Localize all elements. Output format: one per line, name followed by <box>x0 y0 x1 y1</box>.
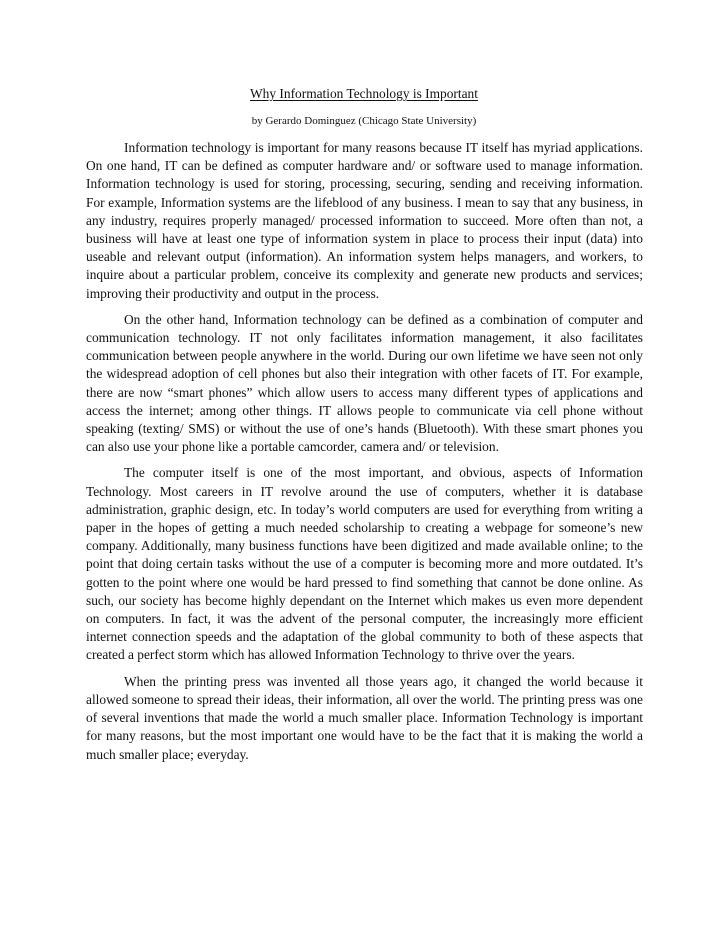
paragraph-3: The computer itself is one of the most important, and obvious, aspects of Information Technology. Most careers in IT revolve around the use of computers, whether it is database administration, graphic design, etc. In today’s world computers are used for everything from writing a paper in the hopes of getting a much needed scholarship to creating a webpage for someone’s new company. Additionally, many business functions have been digitized and made available online; to the point that doing certain tasks without the use of a computer is becoming more and more outdated. It’s gotten to the point where one would be hard pressed to find something that cannot be done online. As such, our society has become highly dependant on the Internet which makes us even more dependent on computers. In fact, it was the advent of the personal computer, the increasingly more efficient internet connection speeds and the adaptation of the global community to both of these aspects that created a perfect storm which has allowed Information Technology to thrive over the years. <box>86 465 643 663</box>
paragraph-1: Information technology is important for many reasons because IT itself has myriad applications. On one hand, IT can be defined as computer hardware and/ or software used to manage information. Information technology is used for storing, processing, securing, sending and receiving information. For example, Information systems are the lifeblood of any business. I mean to say that any business, in any industry, requires properly managed/ processed information to succeed. More often than not, a business will have at least one type of information system in place to process their input (data) into useable and relevant output (information). An information system helps managers, and workers, to inquire about a particular problem, conceive its complexity and generate new products and services; improving their productivity and output in the process. <box>86 140 643 301</box>
paragraph-2: On the other hand, Information technology can be defined as a combination of computer and communication technology. IT not only facilitates information management, it also facilitates communication between people anywhere in the world. During our own lifetime we have seen not only the widespread adoption of cell phones but also their integration with other facets of IT. For example, there are now “smart phones” which allow users to access many different types of applications and access the internet; among other things. IT allows people to communicate via cell phone without speaking (texting/ SMS) or without the use of one’s hands (Bluetooth). With these smart phones you can also use your phone like a portable camcorder, camera and/ or television. <box>86 311 643 455</box>
document-title: Why Information Technology is Important <box>250 86 478 101</box>
document-body <box>86 139 643 772</box>
document-byline: by Gerardo Dominguez (Chicago State University) <box>251 115 477 127</box>
paragraph-4: When the printing press was invented all those years ago, it changed the world because it allowed someone to spread their ideas, their information, all over the world. The printing press was one of several inventions that made the world a much smaller place. Information Technology is important for many reasons, but the most important one would have to be the fact that it is making the world a much smaller place; everyday. <box>86 673 643 762</box>
